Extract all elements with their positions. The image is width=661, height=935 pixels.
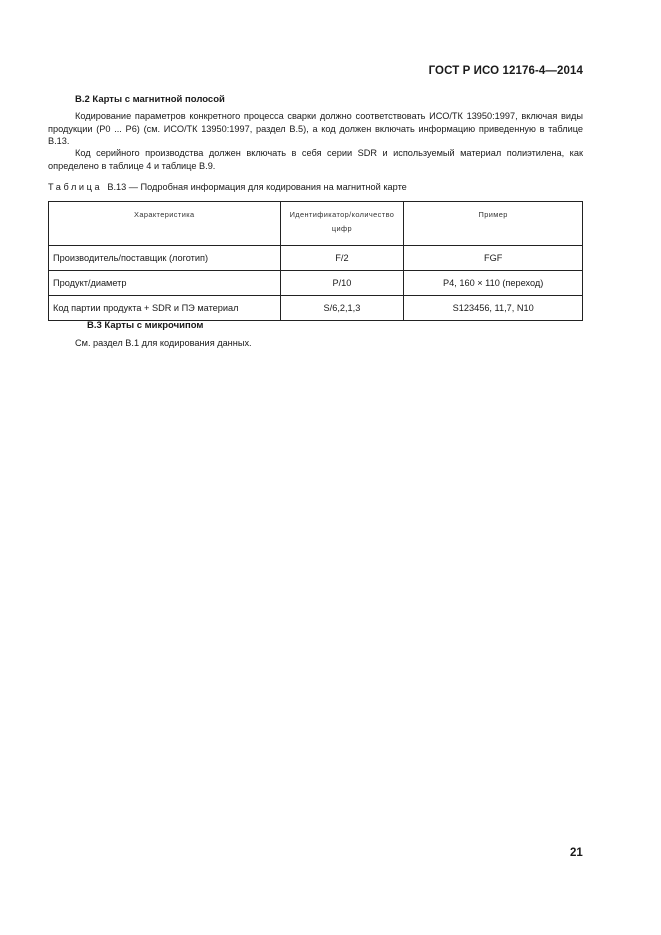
column-header-example: Пример: [404, 202, 583, 246]
page-number: 21: [570, 847, 583, 859]
table-cell-identifier: S/6,2,1,3: [280, 296, 404, 321]
column-header-identifier: Идентификатор/количество цифр: [280, 202, 404, 246]
table-cell-example: FGF: [404, 246, 583, 271]
section-b2-heading: В.2 Карты с магнитной полосой: [75, 94, 225, 105]
table-row: [49, 246, 583, 271]
table-row: [49, 296, 583, 321]
table-cell-characteristic: Код партии продукта + SDR и ПЭ материал: [49, 296, 281, 321]
column-header-characteristic: Характеристика: [49, 202, 281, 246]
table-caption: [48, 182, 407, 192]
table-caption-text: В.13 — Подробная информация для кодирования на магнитной карте: [107, 182, 407, 192]
section-b2-paragraph-1: Кодирование параметров конкретного процесса сварки должно соответствовать ИСО/ТК 13950:1997, включая виды продукции (Р0 ... Р6) (см. ИСО/ТК 13950:1997, раздел В.5), а код должен включать информацию приведенную в таблице В.13.: [48, 111, 583, 146]
table-row: [49, 271, 583, 296]
table-header-row: [49, 202, 583, 246]
document-code-header: ГОСТ Р ИСО 12176-4—2014: [428, 65, 583, 77]
table-cell-characteristic: Производитель/поставщик (логотип): [49, 246, 281, 271]
table-cell-identifier: F/2: [280, 246, 404, 271]
section-b2-paragraph-2: Код серийного производства должен включать в себя серии SDR и используемый материал полиэтилена, как определено в таблице 4 и таблице В.9.: [48, 148, 583, 171]
coding-table: [48, 201, 583, 321]
table-cell-characteristic: Продукт/диаметр: [49, 271, 281, 296]
table-cell-identifier: P/10: [280, 271, 404, 296]
table-cell-example: S123456, 11,7, N10: [404, 296, 583, 321]
table-cell-example: Р4, 160 × 110 (переход): [404, 271, 583, 296]
table-caption-label: Таблица: [48, 182, 103, 192]
section-b3-heading: В.3 Карты с микрочипом: [87, 320, 204, 331]
section-b3-paragraph-1: См. раздел В.1 для кодирования данных.: [75, 338, 252, 348]
